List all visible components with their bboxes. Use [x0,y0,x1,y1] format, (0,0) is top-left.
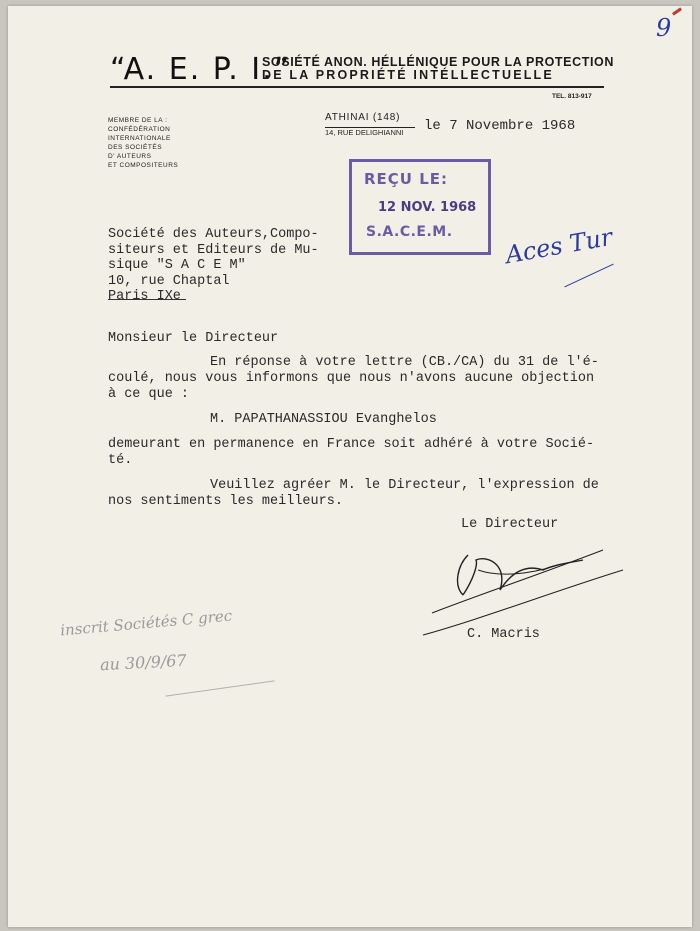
recipient-line: siteurs et Editeurs de Mu- [108,242,319,258]
page-number-mark: 9 [656,14,672,42]
membre-line: MEMBRE DE LA : [108,117,168,124]
membre-line: INTERNATIONALE [108,135,171,142]
membre-line: ET COMPOSITEURS [108,162,179,169]
recipient-line: 10, rue Chaptal [108,273,230,289]
address-divider [325,127,415,128]
recipient-underline [108,299,186,300]
pencil-note: inscrit Sociétés C grec [59,606,233,640]
society-name-line1: SOSIÉTÉ ANON. HÉLLÉNIQUE POUR LA PROTECTION [262,55,614,69]
membre-line: D' AUTEURS [108,153,152,160]
handwritten-annotation: Aces Tur [503,222,615,270]
closing-line: Veuillez agréer M. le Directeur, l'expression de [210,478,599,493]
recipient-address [108,227,319,305]
letter-date: le 7 Novembre 1968 [424,118,576,134]
received-stamp [349,159,491,255]
telephone: TEL. 813-917 [552,93,592,100]
recipient-line: Paris IXe [108,289,181,304]
street-address: 14, RUE DELIGHIANNI [325,128,404,137]
stamp-line3: S.A.C.E.M. [366,224,453,240]
paragraph-line: coulé, nous vous informons que nous n'avons aucune objection [108,371,595,386]
signature-title: Le Directeur [461,517,559,532]
paragraph-line: à ce que : [108,387,190,402]
membre-line: DES SOCIÉTÉS [108,144,163,151]
salutation: Monsieur le Directeur [108,331,279,346]
society-name [262,56,614,82]
recipient-line: sique "S A C E M" [108,258,246,273]
stamp-line1: REÇU LE: [364,170,449,188]
pencil-note: au 30/9/67 [99,650,188,675]
closing-line: nos sentiments les meilleurs. [108,494,343,509]
letterhead-rule [110,86,604,88]
society-name-line2: DE LA PROPRIÉTÉ INTÉLLECTUELLE [262,68,554,82]
membre-line: CONFÉDÉRATION [108,126,171,133]
signer-name: C. Macris [467,627,540,642]
member-name: M. PAPATHANASSIOU Evanghelos [210,412,437,427]
stamp-date: 12 NOV. 1968 [378,200,477,215]
paragraph-line: En réponse à votre lettre (CB./CA) du 31 de l'é- [210,355,599,370]
letterhead-logo: “A. E. P. I.” [110,52,292,87]
paragraph-line: demeurant en permanence en France soit adhéré à votre Socié- [108,437,595,452]
recipient-line: Société des Auteurs,Compo- [108,227,319,242]
city-address: ATHINAI (148) [325,112,401,123]
membership-block [108,116,178,170]
paragraph-line: té. [108,453,133,468]
